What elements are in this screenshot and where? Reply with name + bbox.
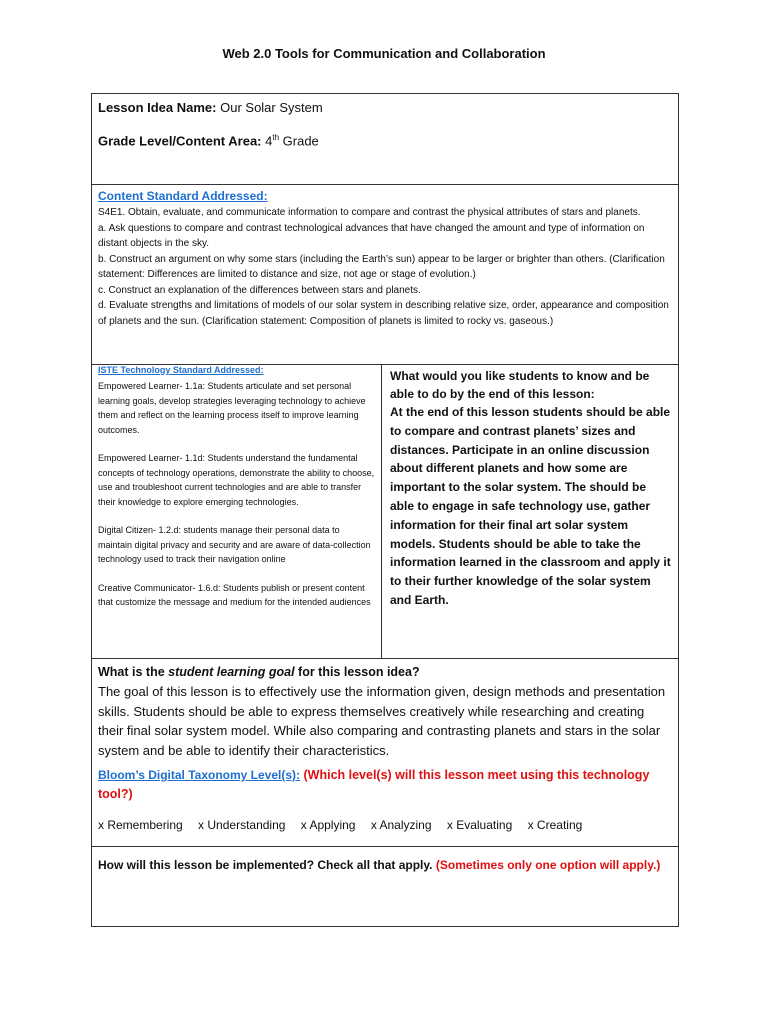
blooms-level-item: x Creating: [527, 818, 583, 832]
lesson-info-row: [92, 94, 678, 185]
iste-standard-cell: [92, 365, 382, 658]
document-title: Web 2.0 Tools for Communication and Collaboration: [222, 46, 546, 61]
blooms-level-item: x Evaluating: [446, 818, 513, 832]
grade-number: 4: [261, 133, 273, 149]
iste-paragraph: Creative Communicator- 1.6.d: Students publish or present content that customize the message and medium for the intended audiences: [98, 582, 371, 607]
goal-q-post: for this lesson idea?: [294, 665, 420, 679]
objectives-answer: At the end of this lesson students should be able to compare and contrast planets’ sizes and distances. Participate in an online discussion about different planets and how some are important to the solar system. The should be able to engage in safe technology use, gather information for their final art solar system models. Students should be able to take the information learned in the classroom and apply it to their further knowledge of the solar system and Earth.: [390, 405, 671, 607]
content-standard-heading: Content Standard Addressed:: [98, 189, 268, 203]
iste-heading: ISTE Technology Standard Addressed:: [98, 365, 264, 375]
implementation-note: (Sometimes only one option will apply.): [435, 858, 661, 872]
blooms-levels: [98, 818, 672, 832]
blooms-question: (Which level(s) will this lesson meet using this technology tool?): [98, 768, 650, 801]
implementation-question: [98, 855, 672, 875]
iste-paragraph: Digital Citizen- 1.2.d: students manage their personal data to maintain digital privacy and security and are aware of data-collection technology used to track their navigation online: [98, 525, 371, 564]
lesson-name-value: Our Solar System: [216, 100, 323, 115]
iste-and-objectives-row: [92, 365, 678, 659]
grade-level-line: [98, 133, 672, 148]
iste-paragraph: Empowered Learner- 1.1a: Students articulate and set personal learning goals, develop strategies leveraging technology to achieve them and reflect on the learning process itself to improve learning outcomes.: [98, 381, 366, 435]
standard-line: d. Evaluate strengths and limitations of models of our solar system in describing relative size, order, appearance and composition of planets and the sun. (Clarification statement: Composition of planets is limited to rocky vs. gaseous.): [98, 300, 669, 327]
implementation-text: How will this lesson be implemented? Check all that apply.: [98, 858, 436, 872]
learning-goal-row: [92, 659, 678, 847]
objectives-question: What would you like students to know and be able to do by the end of this lesson:: [390, 369, 650, 401]
iste-paragraph: Empowered Learner- 1.1d: Students understand the fundamental concepts of technology operations, demonstrate the ability to choose, use and troubleshoot current technologies and are able to transfer their knowledge to explore emerging technologies.: [98, 453, 375, 507]
lesson-table: [91, 93, 679, 927]
learning-goal-answer: The goal of this lesson is to effectively use the information given, design methods and presentation skills. Students should be able to express themselves creatively while researching and creating their final solar system model. While also comparing and contrasting planets and stars in the solar system and be able to identify their characteristics.: [98, 684, 666, 758]
blooms-level-item: x Applying: [300, 818, 356, 832]
grade-level-label: Grade Level/Content Area:: [98, 133, 262, 149]
lesson-name-line: [98, 100, 672, 115]
goal-q-emphasis: student learning goal: [168, 665, 295, 679]
grade-suffix: th: [272, 133, 280, 142]
blooms-label: Bloom’s Digital Taxonomy Level(s):: [98, 768, 301, 782]
standard-line: b. Construct an argument on why some stars (including the Earth’s sun) appear to be larger or brighter than others. (Clarification statement: Differences are limited to distance and size, not age or stage of evolution.): [98, 253, 665, 280]
standard-line: a. Ask questions to compare and contrast technological advances that have changed the amount and type of information on distant objects in the sky.: [98, 222, 645, 249]
learning-goal-question: [98, 663, 672, 681]
goal-q-pre: What is the: [98, 665, 169, 679]
lesson-name-label: Lesson Idea Name:: [98, 100, 217, 115]
blooms-level-item: x Analyzing: [370, 818, 432, 832]
blooms-level-item: x Remembering: [98, 818, 183, 832]
content-standard-row: [92, 185, 678, 365]
grade-text: Grade: [279, 133, 319, 149]
blooms-level-item: x Understanding: [198, 818, 286, 832]
standard-line: S4E1. Obtain, evaluate, and communicate information to compare and contrast the physical attributes of stars and planets.: [98, 207, 641, 218]
implementation-row: [92, 847, 678, 927]
standard-line: c. Construct an explanation of the differences between stars and planets.: [98, 284, 421, 296]
objectives-cell: [382, 365, 679, 658]
blooms-section: [98, 766, 672, 804]
